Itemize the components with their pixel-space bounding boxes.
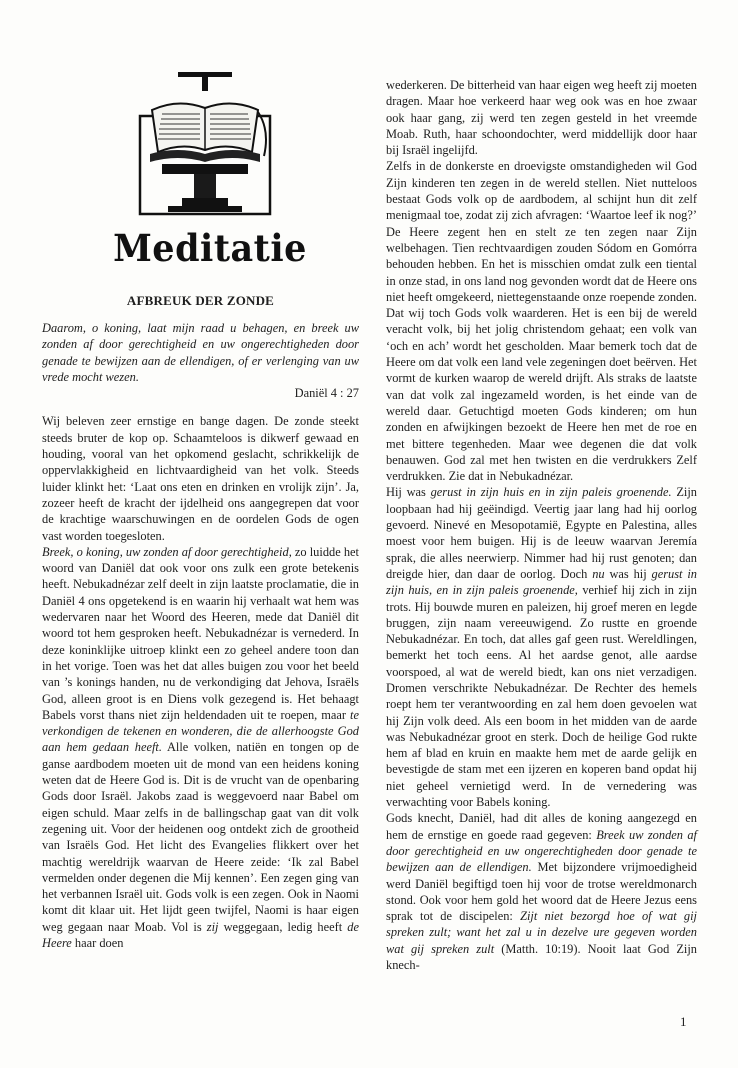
paragraph-text: Met bijzondere vrijmoedigheid werd Daniël begiftigd toen hij voor de trotse wereldmonarch stond. Ook voor hem gold het woord dat de Heere Jezus eens sprak tot de discipelen: <box>386 860 698 924</box>
italic-word: nu <box>592 566 605 581</box>
italic-quote: gerust in zijn huis en in zijn paleis groenende. <box>430 485 672 500</box>
paragraph: wederkeren. De bitterheid van haar eigen weg heeft zij moeten dragen. Maar hoe verkeerd haar weg ook was en hoe zwaar ook haar gang, zij werd ten zegen gesteld in het vreemde Moab. Ruth, haar schoondochter, werd middellijk door haar bij Israël ingelijfd. <box>386 78 697 158</box>
paragraph-text: Gods knecht, Daniël, had dit alles de koning aangezegd en hem de ernstige en goede raad gegeven: <box>386 811 697 842</box>
open-bible-on-lectern-icon <box>138 70 272 220</box>
masthead-title: Meditatie <box>113 226 307 271</box>
left-column <box>42 320 359 951</box>
paragraph-text: (Matth. 10:19). Nooit laat God Zijn knech- <box>386 941 697 973</box>
epigraph-reference: Daniël 4 : 27 <box>294 386 359 401</box>
paragraph-text: zo luidde het woord van Daniël dat ook voor ons zulk een grote betekenis heeft. Nebukadnézar zelf deelt in zijn laatste proclamatie, die in Daniël 4 ons opgetekend is en waarin hij verhaalt wat hem was wedervaren naar het Woord des Heeren, mede dat Daniël dit woord tot hem gesproken heeft. Nebukadnézar is vernederd. In deze koninklijke uitroep klinkt een zo geheel andere toon dan in het vorige. Toen was het dat alles buigen zou voor het beeld van ’s konings handen, nu de verkondiging dat Jehova, Israëls God, alleen groot is en Diens volk gezegend is. Het behaagt Babels vorst thans niet zijn heldendaden uit te roepen, maar <box>42 544 359 722</box>
paragraph-text: Zijn loopbaan had hij geëindigd. Veertig jaar lang had hij oorlog gevoerd. Ninevé en Mesopotamië, Egypte en Palestina, alles moest voor hem buigen. Hij is de leeuw waarvan Jeremía sprak, die alles neerwierp. Nimmer had hij rust genoten; dan dreigde hier, dan daar de oorlog. Doch <box>386 485 697 581</box>
paragraph-text: haar doen <box>71 935 124 950</box>
paragraph <box>386 484 697 810</box>
epigraph-text: Daarom, o koning, laat mijn raad u behagen, en breek uw zonden af door gerechtigheid en uw ongerechtigheden door genade te bewijzen aan de ellendigen, of er verlenging van uw vrede mocht wezen. <box>42 321 359 384</box>
paragraph <box>386 810 697 973</box>
italic-word: zij <box>206 919 219 934</box>
italic-quote: Zijt niet bezorgd hoe of wat gij spreken zult; want het zal u in dezelve ure gegeven worden wat gij spreken zult <box>386 909 697 956</box>
paragraph-text: Hij was <box>386 485 431 500</box>
paragraph: Zelfs in de donkerste en droevigste omstandigheden wil God Zijn kinderen ten zegen in de wereld stellen. Niet nutteloos bestaat Gods volk op de aardbodem, al schijnt hun dit zelf menigmaal toe, zodat zij zich afvragen: ‘Waartoe leef ik nog?’ De Heere zegent hen en stelt ze ten zegen naar Zijn welbehagen. Tien rechtvaardigen zouden Sódom en Gomórra behouden hebben. En het is misschien omdat zulk een tiental in onze stad, in ons land nog gevonden wordt dat de Heere ons niet heeft omgekeerd, niettegenstaande onze roepende zonden. Dat wij toch Gods volk waarderen. Het is een bij de wereld veracht volk, bij het jolig christendom gehaat; een volk van ‘och en ach’ wordt het gescholden. Maar bemerk toch dat de Heere om dat volk een land vele zegeningen doet beërven. Het vormt de kurken waarop de wereld drijft. Als straks de laatste van dat volk zal ingezameld worden, is het einde van de wereld daar. Getuchtigd moeten Gods kinderen; om hun zonden en afwijkingen bezoekt de Heere hen met de roe en met bittere tegenheden. Maar wee degenen die dat volk benauwen. God zal met hen twisten en die verdrukkers Zelf verdrukken. Zie dat in Nebukadnézar. <box>386 159 697 484</box>
article-heading: AFBREUK DER ZONDE <box>126 293 275 308</box>
right-column <box>386 77 697 973</box>
paragraph-text: weggegaan, ledig heeft <box>218 919 348 934</box>
paragraph-text: was hij <box>604 566 652 581</box>
italic-quote: te verkondigen de tekenen en wonderen, die de allerhoogste God aan hem gedaan heeft. <box>42 707 359 755</box>
paragraph-text: Alle volken, natiën en tongen op de ganse aardbodem moeten uit de mond van een heidens koning weten dat de Heere God is. Dit is de vrucht van de openbaring Gods door Israël. Jakobs zaad is weggevoerd naar Babel om eigen schuld. Maar zelfs in de ballingschap gaat van dit volk zegening uit. Voor der heidenen oog ontdekt zich de grootheid van Israëls God. Het licht des Evangelies flikkert over het machtig wereldrijk waarvan de Heere zeide: ‘Ik zal Babel vermelden onder degenen die Mij kennen’. Een zegen ging van het verbannen Israël uit. Gods volk is een zegen. Ook in Naomi komt dit klaar uit. Het lijdt geen twijfel, Naomi is haar eigen weg gegaan naar Moab. Vol is <box>42 740 359 934</box>
italic-quote: Breek uw zonden af door gerechtigheid en uw ongerechtigheden door genade te bewijzen aan de ellendigen. <box>386 827 697 875</box>
paragraph-text: verhief hij zich in zijn trots. Hij bouwde muren en paleizen, hij groef meren en legde bruggen, zijn naam vereeuwigend. Zo rustte en groende Nebukadnézar. En toch, dat alles gaf geen rust. Wereldlingen, bemerkt het toch eens. Al het aardse genot, alle aardse voorspoed, al wat de wereld biedt, kan ons niet verzadigen. Dromen verschrikte Nebukadnézar. De Rechter des hemels roept hem ter verantwoording en zal hem doen gevoelen wat hij Zijn volk deed. Als een boom in het midden van de aarde was Nebukadnézar groot en sterk. Doch de heilige God rukte hem af blad en kruin en maakte hem met de aarde gelijk en bevestigde de stam met een ijzeren en koperen band opdat hij niet geheel vernietigd werd. In de vernedering was verwachting voor Babels koning. <box>386 583 697 810</box>
page-number: 1 <box>680 1014 687 1029</box>
italic-quote: gerust in zijn huis, en in zijn paleis groenende, <box>386 566 697 598</box>
paragraph: Wij beleven zeer ernstige en bange dagen. De zonde steekt steeds bruter de kop op. Schaamteloos is dikwerf gewaad en houding, vooral van het opkomend geslacht, schrikkelijk de oppervlakkigheid en lichtvaardigheid van het volk. Steeds luider klinkt het: ‘Laat ons eten en drinken en vrolijk zijn’. Ja, zozeer heeft de kracht der ijdelheid ons aangegrepen dat voor de krachtige waarschuwingen en de oordelen Gods de ogen vast worden toegesloten. <box>42 414 359 543</box>
italic-word: de Heere <box>42 919 359 950</box>
italic-quote: Breek, o koning, uw zonden af door gerechtigheid, <box>42 544 292 559</box>
paragraph <box>42 544 359 951</box>
